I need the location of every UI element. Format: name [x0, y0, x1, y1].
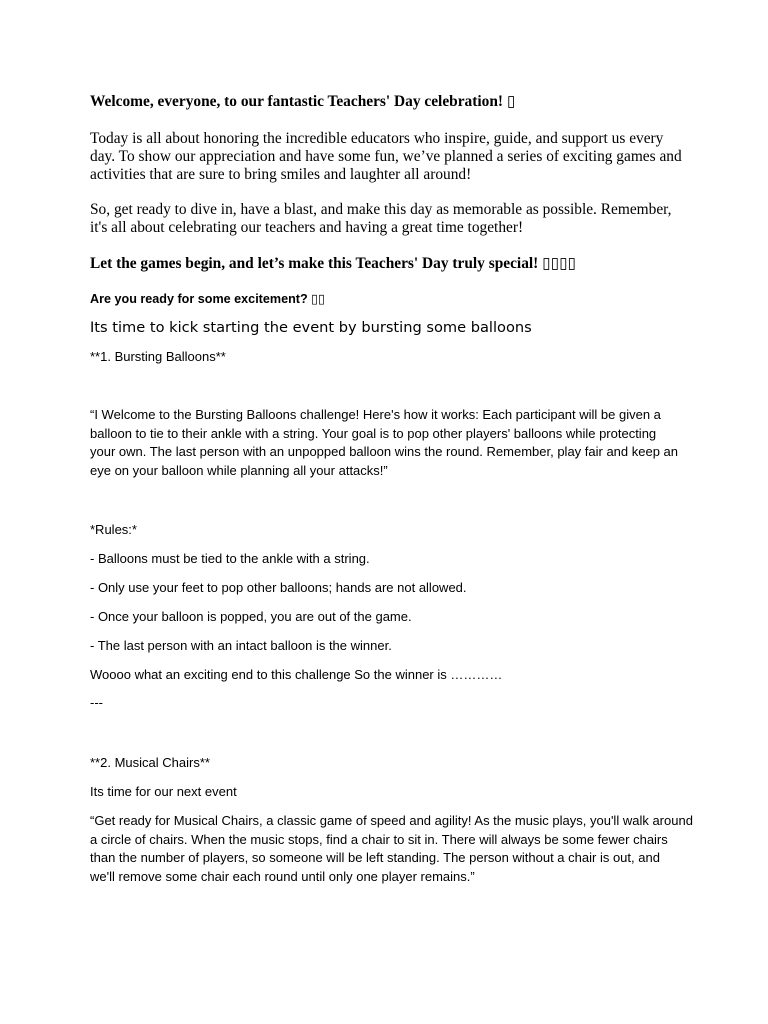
ready-paragraph	[90, 201, 672, 237]
rule-item: - Balloons must be tied to the ankle with a string.	[90, 551, 370, 566]
game1-line: balloon to tie to their ankle with a string. Your goal is to pop other players' balloons while protecting	[90, 425, 657, 441]
game1-heading: **1. Bursting Balloons**	[90, 349, 226, 364]
winner-line: Woooo what an exciting end to this challenge So the winner is …………	[90, 667, 503, 682]
rule-item: - Once your balloon is popped, you are out of the game.	[90, 609, 412, 624]
game2-heading: **2. Musical Chairs**	[90, 755, 210, 770]
game1-line: eye on your balloon while planning all your attacks!”	[90, 463, 388, 479]
intro-line: activities that are sure to bring smiles and laughter all around!	[90, 166, 472, 183]
game2-line: a circle of chairs. When the music stops, find a chair to sit in. There will always be some fewer chairs	[90, 831, 668, 847]
game2-line: we'll remove some chair each round until only one player remains.”	[90, 869, 475, 885]
intro-line: Today is all about honoring the incredible educators who inspire, guide, and support us every	[90, 130, 664, 147]
game2-line: “Get ready for Musical Chairs, a classic game of speed and agility! As the music plays, you'll walk around	[90, 813, 693, 828]
game1-description	[90, 406, 678, 481]
welcome-heading: Welcome, everyone, to our fantastic Teachers' Day celebration! ▯	[90, 93, 516, 110]
intro-line: day. To show our appreciation and have some fun, we’ve planned a series of exciting games and	[90, 148, 682, 165]
excitement-line: Are you ready for some excitement? ▯▯	[90, 292, 326, 306]
game2-line: than the number of players, so someone will be left standing. The person without a chair is out, and	[90, 850, 660, 866]
next-event-line: Its time for our next event	[90, 784, 237, 799]
rule-item: - The last person with an intact balloon is the winner.	[90, 638, 392, 653]
rule-item: - Only use your feet to pop other balloons; hands are not allowed.	[90, 580, 467, 595]
game1-line: “I Welcome to the Bursting Balloons challenge! Here's how it works: Each participant will be given a	[90, 407, 661, 422]
ready-line: So, get ready to dive in, have a blast, and make this day as memorable as possible. Remember,	[90, 201, 672, 218]
intro-paragraph	[90, 130, 682, 184]
kickoff-line: Its time to kick starting the event by bursting some balloons	[90, 319, 532, 336]
ready-line: it's all about celebrating our teachers and having a great time together!	[90, 219, 524, 236]
separator: ---	[90, 695, 103, 710]
game1-line: your own. The last person with an unpopped balloon wins the round. Remember, play fair and keep an	[90, 444, 679, 460]
rules-heading: *Rules:*	[90, 522, 137, 537]
game2-description	[90, 812, 693, 887]
games-begin-heading: Let the games begin, and let’s make this Teachers' Day truly special! ▯▯▯▯	[90, 255, 577, 272]
